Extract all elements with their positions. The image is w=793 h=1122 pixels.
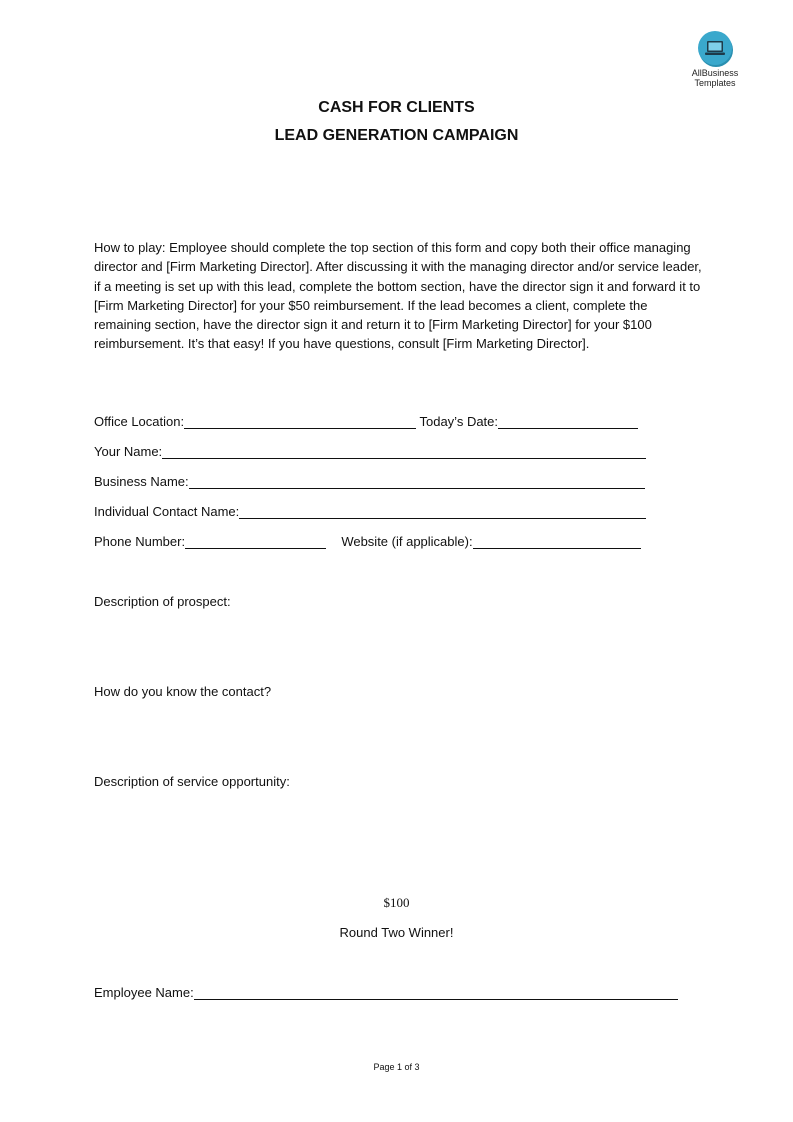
service-opportunity-label: Description of service opportunity: — [94, 774, 290, 789]
your-name-field[interactable] — [162, 444, 646, 459]
business-name-label: Business Name: — [94, 474, 189, 489]
page-number: Page 1 of 3 — [373, 1062, 420, 1072]
phone-number-field[interactable] — [185, 534, 326, 549]
reward-amount: $100 — [383, 895, 410, 910]
employee-name-row — [94, 985, 678, 1001]
logo-line-2: Templates — [694, 78, 736, 88]
business-name-row — [94, 474, 645, 490]
contact-name-row — [94, 504, 646, 520]
prospect-description-label: Description of prospect: — [94, 594, 231, 609]
todays-date-label: Today’s Date: — [419, 414, 499, 429]
employee-name-label: Employee Name: — [94, 985, 194, 1000]
document-title: CASH FOR CLIENTS — [318, 99, 475, 116]
business-name-field[interactable] — [189, 474, 645, 489]
todays-date-field[interactable] — [498, 414, 638, 429]
logo-line-1: AllBusiness — [691, 68, 739, 78]
reward-label: Round Two Winner! — [339, 925, 454, 940]
your-name-label: Your Name: — [94, 444, 163, 459]
website-field[interactable] — [473, 534, 641, 549]
laptop-icon — [698, 31, 732, 65]
document-subtitle: LEAD GENERATION CAMPAIGN — [274, 127, 519, 144]
website-label: Website (if applicable): — [341, 534, 473, 549]
instructions-paragraph: How to play: Employee should complete the top section of this form and copy both their office managing director and [Firm Marketing Director]. After discussing it with the managing director and/or service leader, if a meeting is set up with this lead, complete the bottom section, have the director sign it and forward it to [Firm Marketing Director] for your $50 reimbursement. If the lead becomes a client, complete the remaining section, have the director sign it and return it to [Firm Marketing Director] for your $100 reimbursement. It’s that easy! If you have questions, consult [Firm Marketing Director]. — [94, 240, 702, 352]
contact-name-label: Individual Contact Name: — [94, 504, 240, 519]
know-contact-label: How do you know the contact? — [94, 684, 272, 699]
phone-website-row — [94, 534, 641, 550]
office-location-label: Office Location: — [94, 414, 185, 429]
office-location-row — [94, 414, 638, 430]
your-name-row — [94, 444, 646, 460]
brand-logo — [686, 31, 744, 88]
phone-number-label: Phone Number: — [94, 534, 186, 549]
contact-name-field[interactable] — [239, 504, 646, 519]
office-location-field[interactable] — [184, 414, 416, 429]
employee-name-field[interactable] — [194, 985, 678, 1000]
logo-text — [686, 68, 744, 88]
